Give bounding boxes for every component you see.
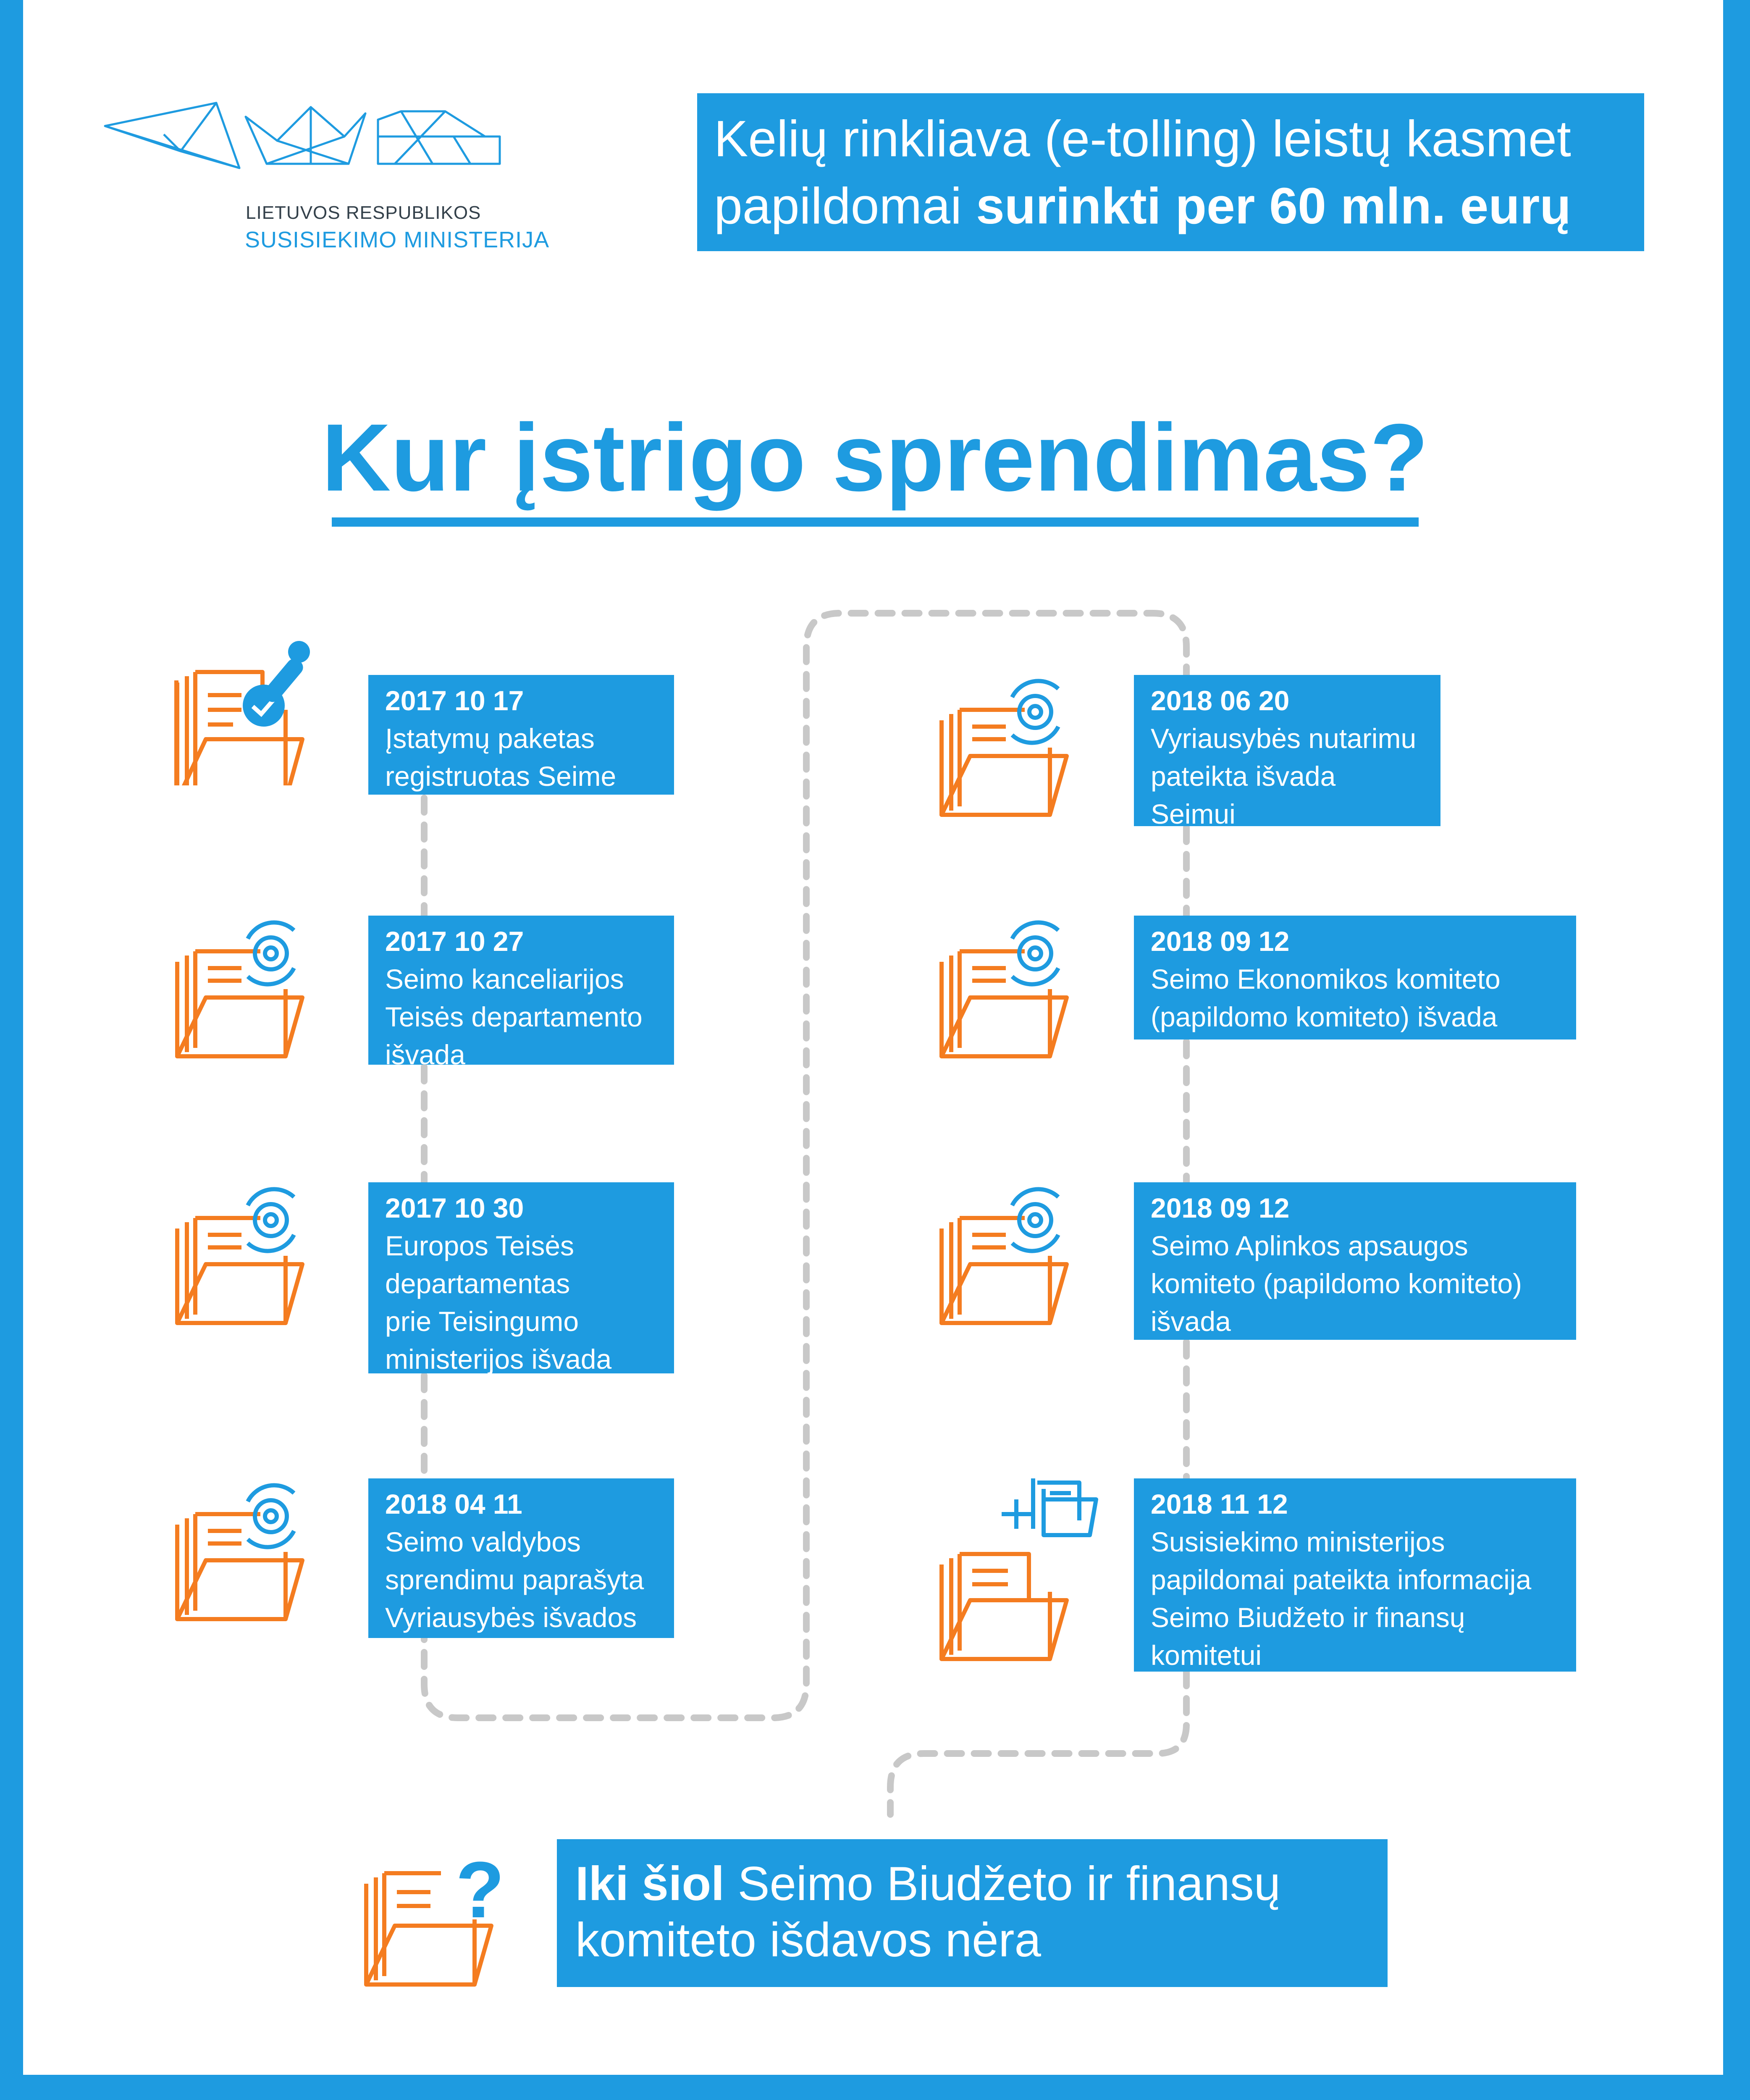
step-text: Europos Teisės departamentas prie Teisingumo ministerijos išvada bbox=[385, 1230, 612, 1375]
final-line-1 bbox=[575, 1856, 1369, 1912]
final-bold: Iki šiol bbox=[575, 1857, 724, 1911]
folder-gear-icon bbox=[932, 672, 1084, 823]
step-text: Seimo Ekonomikos komiteto (papildomo komiteto) išvada bbox=[1151, 963, 1501, 1032]
step-text: Įstatymų paketas registruotas Seime bbox=[385, 723, 617, 792]
step-date: 2017 10 17 bbox=[385, 685, 524, 716]
step-card-1 bbox=[368, 675, 674, 795]
folder-gear-icon bbox=[932, 914, 1084, 1065]
step-date: 2018 11 12 bbox=[1151, 1488, 1288, 1520]
step-text: Seimo kanceliarijos Teisės departamento išvada bbox=[385, 963, 643, 1070]
step-date: 2018 04 11 bbox=[385, 1488, 522, 1520]
final-line-1-rest: Seimo Biudžeto ir finansų bbox=[724, 1857, 1281, 1911]
step-card-7 bbox=[1134, 1182, 1576, 1340]
logo-line-2: SUSISIEKIMO MINISTERIJA bbox=[245, 227, 550, 252]
svg-text:?: ? bbox=[456, 1845, 505, 1935]
header-line-2-bold: surinkti per 60 mln. eurų bbox=[976, 177, 1571, 234]
step-text: Seimo valdybos sprendimu paprašyta Vyriausybės išvados bbox=[385, 1526, 644, 1633]
step-card-4 bbox=[368, 1478, 674, 1638]
logo-line-1: LIETUVOS RESPUBLIKOS bbox=[246, 202, 481, 223]
folder-gear-icon bbox=[168, 1180, 319, 1331]
step-text: Vyriausybės nutarimu pateikta išvada Seimui bbox=[1151, 723, 1417, 830]
final-status-box bbox=[557, 1839, 1388, 1987]
step-date: 2018 09 12 bbox=[1151, 1192, 1290, 1223]
step-card-6 bbox=[1134, 916, 1576, 1040]
folder-stamp-icon bbox=[168, 634, 319, 785]
step-date: 2018 09 12 bbox=[1151, 926, 1290, 957]
folder-gear-icon bbox=[932, 1180, 1084, 1331]
step-card-2 bbox=[368, 916, 674, 1070]
header-line-2-normal: papildomai bbox=[714, 177, 976, 234]
step-date: 2017 10 27 bbox=[385, 926, 524, 957]
step-text: Susisiekimo ministerijos papildomai pateikta informacija Seimo Biudžeto ir finansų komitetui bbox=[1151, 1526, 1532, 1671]
step-date: 2017 10 30 bbox=[385, 1192, 524, 1223]
step-card-3 bbox=[368, 1182, 674, 1373]
final-line-2: komiteto išdavos nėra bbox=[575, 1914, 1041, 1967]
step-date: 2018 06 20 bbox=[1151, 685, 1290, 716]
page-title: Kur įstrigo sprendimas? bbox=[321, 404, 1429, 511]
folder-question-icon bbox=[357, 1835, 508, 1995]
step-card-8 bbox=[1134, 1478, 1576, 1672]
folder-gear-icon bbox=[168, 1476, 319, 1628]
step-text: Seimo Aplinkos apsaugos komiteto (papildomo komiteto) išvada bbox=[1151, 1230, 1522, 1337]
header-line-1: Kelių rinkliava (e-tolling) leistų kasmet bbox=[714, 110, 1571, 167]
step-card-5 bbox=[1134, 675, 1440, 830]
folder-plus-document-icon bbox=[932, 1474, 1109, 1667]
folder-gear-icon bbox=[168, 914, 319, 1065]
